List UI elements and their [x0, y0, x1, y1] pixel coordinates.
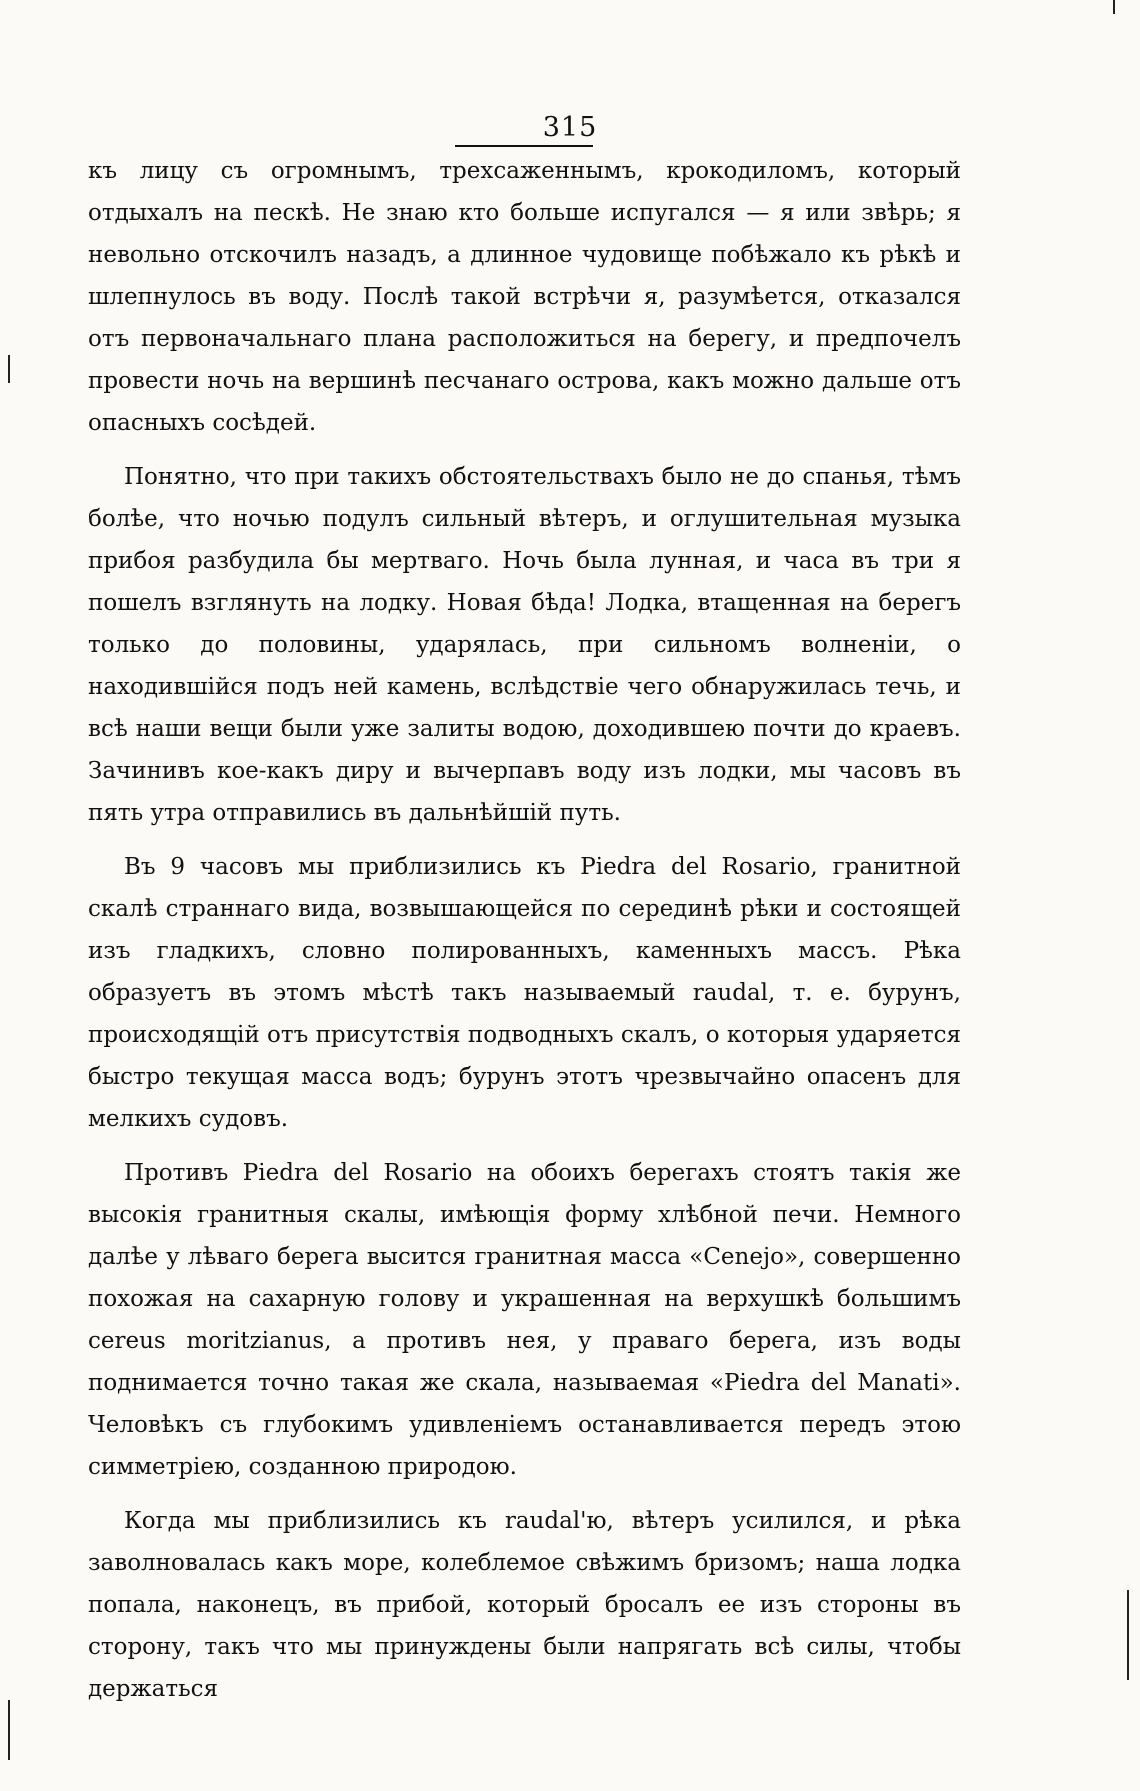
- scan-edge-mark-left-bottom: [8, 1700, 10, 1760]
- scan-edge-mark-top: [1113, 0, 1115, 14]
- paragraph-5: Когда мы приблизились къ raudal'ю, вѣтеръ усилился, и рѣка заволновалась какъ море, колеблемое свѣжимъ бризомъ; наша лодка попала, наконецъ, въ прибой, который бросалъ ее изъ стороны въ сторону, такъ что мы принуждены были напрягать всѣ силы, чтобы держаться: [88, 1508, 961, 1702]
- text-body: [88, 150, 961, 1722]
- scan-edge-mark-right-bottom: [1127, 1590, 1129, 1680]
- paragraph-1: къ лицу съ огромнымъ, трехсаженнымъ, крокодиломъ, который отдыхалъ на пескѣ. Не знаю кто больше испугался — я или звѣрь; я невольно отскочилъ назадъ, а длинное чудовище побѣжало къ рѣкѣ и шлепнулось въ воду. Послѣ такой встрѣчи я, разумѣется, отказался отъ первоначальнаго плана расположиться на берегу, и предпочелъ провести ночь на вершинѣ песчанаго острова, какъ можно дальше отъ опасныхъ сосѣдей.: [88, 158, 961, 436]
- header-rule: [455, 145, 593, 147]
- paragraph-3: Въ 9 часовъ мы приблизились къ Piedra del Rosario, гранитной скалѣ страннаго вида, возвышающейся по серединѣ рѣки и состоящей изъ гладкихъ, словно полированныхъ, каменныхъ массъ. Рѣка образуетъ въ этомъ мѣстѣ такъ называемый raudal, т. е. бурунъ, происходящій отъ присутствія подводныхъ скалъ, о которыя ударяется быстро текущая масса водъ; бурунъ этотъ чрезвычайно опасенъ для мелкихъ судовъ.: [88, 854, 961, 1132]
- scan-edge-mark-left: [8, 355, 10, 383]
- page-number: 315: [542, 112, 598, 143]
- paragraph-4: Противъ Piedra del Rosario на обоихъ берегахъ стоятъ такія же высокія гранитныя скалы, имѣющія форму хлѣбной печи. Немного далѣе у лѣваго берега высится гранитная масса «Cenejo», совершенно похожая на сахарную голову и украшенная на верхушкѣ большимъ cereus moritzianus, а противъ нея, у праваго берега, изъ воды поднимается точно такая же скала, называемая «Piedra del Manati». Человѣкъ съ глубокимъ удивленіемъ останавливается передъ этою симметріею, созданною природою.: [88, 1160, 961, 1480]
- paragraph-2: Понятно, что при такихъ обстоятельствахъ было не до спанья, тѣмъ болѣе, что ночью подулъ сильный вѣтеръ, и оглушительная музыка прибоя разбудила бы мертваго. Ночь была лунная, и часа въ три я пошелъ взглянуть на лодку. Новая бѣда! Лодка, втащенная на берегъ только до половины, ударялась, при сильномъ волненіи, о находившійся подъ ней камень, вслѣдствіе чего обнаружилась течь, и всѣ наши вещи были уже залиты водою, доходившею почти до краевъ. Зачинивъ кое-какъ диру и вычерпавъ воду изъ лодки, мы часовъ въ пять утра отправились въ дальнѣйшій путь.: [88, 464, 961, 826]
